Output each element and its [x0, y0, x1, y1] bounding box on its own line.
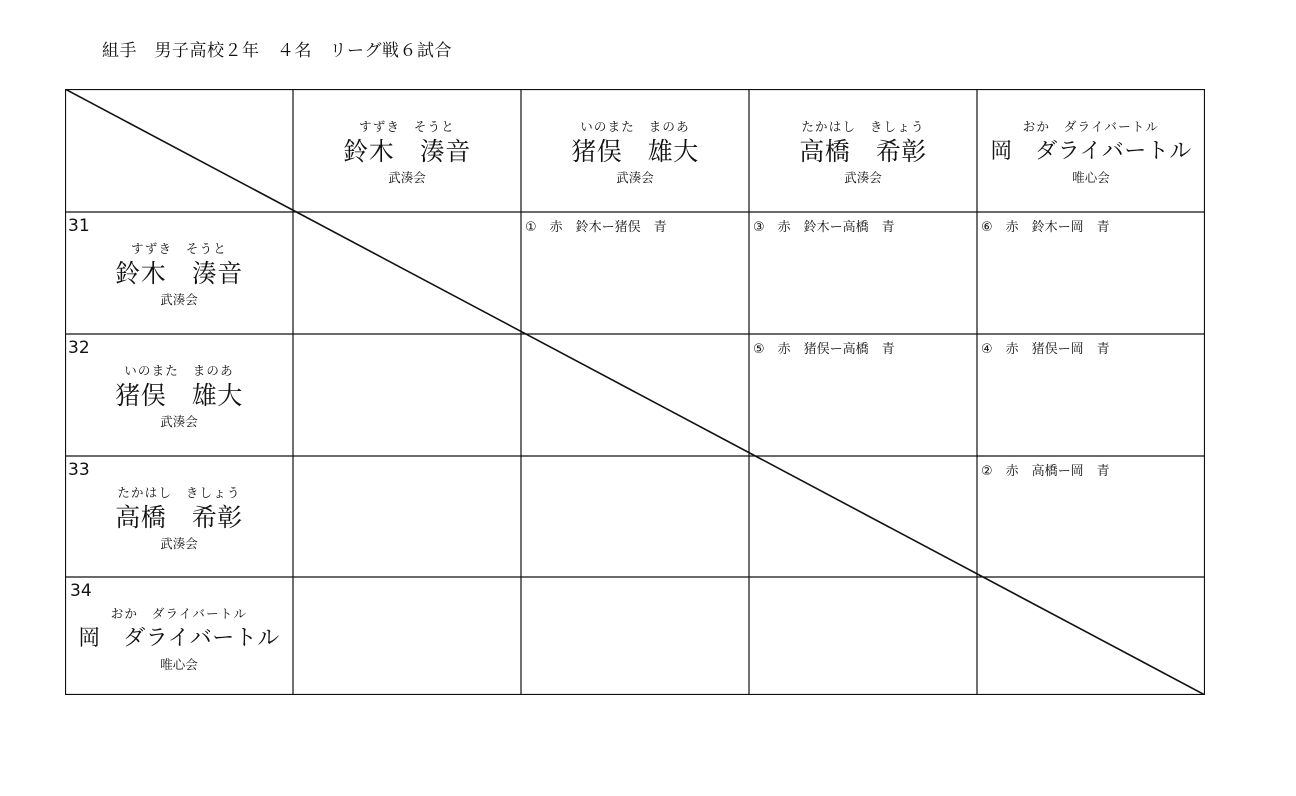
match-label: ③ 赤 鈴木ー高橋 青 — [753, 220, 895, 235]
row-header-cell-34 — [65, 577, 293, 695]
player-club: 武湊会 — [160, 536, 198, 551]
player-name: 鈴木 湊音 — [343, 137, 471, 166]
match-cell — [977, 334, 1205, 456]
player-kana: いのまた まのあ — [580, 119, 690, 134]
player-number: 31 — [68, 216, 90, 236]
player-number: 34 — [70, 581, 92, 601]
player-club: 武湊会 — [160, 292, 198, 307]
player-name-block — [65, 241, 293, 309]
player-kana: すずき そうと — [358, 119, 456, 134]
player-kana: おか ダライバートル — [110, 606, 248, 621]
player-name-block — [977, 119, 1205, 187]
row-header-cell-33 — [65, 456, 293, 577]
player-kana: いのまた まのあ — [124, 363, 234, 378]
player-club: 武湊会 — [160, 414, 198, 429]
player-number: 32 — [68, 338, 90, 358]
player-kana: たかはし きしょう — [801, 119, 925, 134]
player-name-block — [65, 363, 293, 431]
header-cell-34 — [977, 89, 1205, 212]
header-cell-32 — [521, 89, 749, 212]
header-cell-33 — [749, 89, 977, 212]
player-club: 唯心会 — [160, 657, 198, 672]
player-name-block — [65, 485, 293, 553]
player-name: 高橋 希彰 — [115, 503, 243, 532]
player-name-block — [65, 606, 293, 674]
player-kana: たかはし きしょう — [117, 485, 241, 500]
match-cell — [977, 212, 1205, 334]
match-cell — [977, 456, 1205, 577]
row-header-cell-31 — [65, 212, 293, 334]
match-cell — [749, 334, 977, 456]
player-name-block — [521, 119, 749, 187]
player-name: 高橋 希彰 — [799, 137, 927, 166]
player-club: 武湊会 — [616, 170, 654, 185]
row-header-cell-32 — [65, 334, 293, 456]
player-name: 猪俣 雄大 — [571, 137, 699, 166]
match-label: ⑤ 赤 猪俣ー高橋 青 — [753, 342, 895, 357]
match-label: ④ 赤 猪俣ー岡 青 — [981, 342, 1110, 357]
player-name: 猪俣 雄大 — [115, 381, 243, 410]
player-number: 33 — [68, 460, 90, 480]
player-club: 唯心会 — [1072, 170, 1110, 185]
player-name: 岡 ダライバートル — [78, 626, 280, 651]
league-table — [65, 89, 1205, 695]
match-cell — [749, 212, 977, 334]
match-label: ② 赤 高橋ー岡 青 — [981, 464, 1110, 479]
player-name-block — [293, 119, 521, 187]
player-name: 鈴木 湊音 — [115, 259, 243, 288]
player-kana: すずき そうと — [130, 241, 228, 256]
match-label: ⑥ 赤 鈴木ー岡 青 — [981, 220, 1110, 235]
header-cell-31 — [293, 89, 521, 212]
page-title: 組手 男子高校２年 ４名 リーグ戦６試合 — [102, 41, 452, 61]
match-cell — [521, 212, 749, 334]
player-club: 武湊会 — [844, 170, 882, 185]
match-label: ① 赤 鈴木ー猪俣 青 — [525, 220, 667, 235]
player-name-block — [749, 119, 977, 187]
player-club: 武湊会 — [388, 170, 426, 185]
player-name: 岡 ダライバートル — [990, 139, 1192, 164]
player-kana: おか ダライバートル — [1022, 119, 1160, 134]
